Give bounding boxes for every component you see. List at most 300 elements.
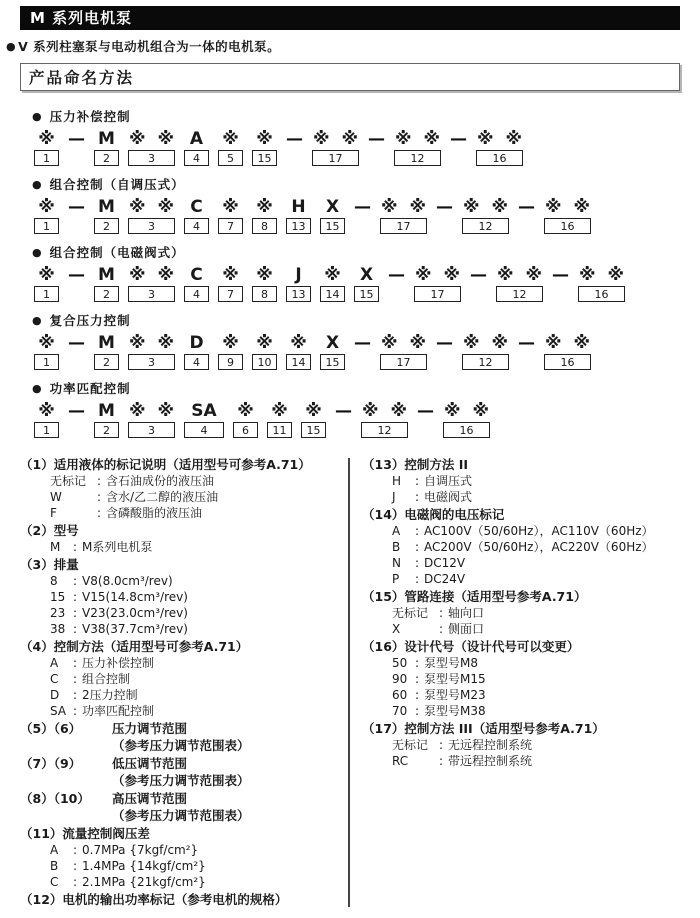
legend-item xyxy=(392,605,686,621)
legend-item-key: D xyxy=(50,688,60,702)
code-separator xyxy=(68,197,85,217)
dash-symbol: — xyxy=(436,333,453,353)
page-title-bar xyxy=(20,6,680,30)
code-symbol: M xyxy=(98,333,115,353)
code-symbol: ※ ※ xyxy=(545,197,590,217)
legend-item-colon: : xyxy=(73,540,78,554)
legend-section-heading xyxy=(362,456,686,473)
legend-item-colon: : xyxy=(73,875,78,889)
legend-item xyxy=(50,874,348,890)
legend-item-colon: : xyxy=(439,754,444,768)
legend-section xyxy=(20,456,348,521)
legend-item-value: 泵型号M23 xyxy=(424,688,486,702)
legend-item xyxy=(392,473,686,489)
legend-item-value: 含石油成份的液压油 xyxy=(106,474,215,488)
code-separator xyxy=(368,129,385,149)
legend-section xyxy=(362,638,686,719)
dash-symbol: — xyxy=(417,401,434,421)
code-token xyxy=(496,265,543,302)
field-number-box: 15 xyxy=(320,354,345,370)
code-symbol: ※ ※ xyxy=(395,129,440,149)
legend-section-heading xyxy=(362,638,686,655)
legend-section xyxy=(362,588,686,637)
page-title: M 系列电机泵 xyxy=(30,9,133,27)
legend-item xyxy=(392,671,686,687)
legend-item xyxy=(392,523,686,539)
legend-item xyxy=(392,753,686,769)
legend-item-colon: : xyxy=(439,622,444,636)
code-symbol: SA xyxy=(191,401,217,421)
legend-item xyxy=(50,703,348,719)
pattern-group xyxy=(30,313,700,370)
code-symbol: ※ xyxy=(38,333,55,353)
legend-item-colon: : xyxy=(415,474,420,488)
legend-section-heading xyxy=(20,755,348,772)
pattern-group xyxy=(30,381,700,438)
model-code-row xyxy=(34,129,700,166)
code-token xyxy=(267,401,292,438)
field-number-box: 2 xyxy=(94,218,119,234)
pattern-label xyxy=(32,313,700,329)
code-token xyxy=(128,265,175,302)
legend-section-subnote: （参考压力调节范围表） xyxy=(112,808,250,823)
code-token xyxy=(394,129,441,166)
legend-item-key: 60 xyxy=(392,688,408,702)
field-number-box: 3 xyxy=(128,422,175,438)
legend-item xyxy=(392,737,686,753)
code-token xyxy=(94,197,119,234)
code-token xyxy=(94,401,119,438)
code-symbol: C xyxy=(190,197,203,217)
legend-item-value: V15(14.8cm³/rev) xyxy=(82,590,188,604)
legend-item-value: 2.1MPa {21kgf/cm²} xyxy=(82,875,206,889)
field-number-box: 12 xyxy=(361,422,408,438)
legend-section-title: 控制方法（适用型号可参考A.71） xyxy=(53,639,249,654)
code-token xyxy=(34,265,59,302)
legend-item xyxy=(392,687,686,703)
legend-section xyxy=(20,755,348,789)
legend-item-key: 无标记 xyxy=(392,606,429,620)
dash-symbol: — xyxy=(286,129,303,149)
code-symbol: ※ ※ xyxy=(381,197,426,217)
code-symbol: ※ ※ xyxy=(129,401,174,421)
legend-item-value: 自调压式 xyxy=(424,474,473,488)
legend-item-colon: : xyxy=(97,506,102,520)
code-symbol: ※ ※ xyxy=(415,265,460,285)
legend-item-colon: : xyxy=(415,572,420,586)
legend-section-subnote: （参考压力调节范围表） xyxy=(112,738,250,753)
field-number-box: 7 xyxy=(218,218,243,234)
legend-item-colon: : xyxy=(73,859,78,873)
legend-item-value: 组合控制 xyxy=(82,672,131,686)
legend-item-value: 泵型号M15 xyxy=(424,672,486,686)
catalog-page xyxy=(0,6,700,918)
legend-item-value: 无远程控制系统 xyxy=(448,738,533,752)
legend-item-colon: : xyxy=(415,688,420,702)
field-number-box: 9 xyxy=(218,354,243,370)
legend-section xyxy=(362,720,686,769)
code-symbol: X xyxy=(325,197,340,217)
legend-item-key: 无标记 xyxy=(50,474,87,488)
legend-item-value: 含磷酸脂的液压油 xyxy=(106,506,203,520)
field-number-box: 1 xyxy=(34,286,59,302)
legend-item xyxy=(50,539,348,555)
code-token xyxy=(218,333,243,370)
legend-item-colon: : xyxy=(73,843,78,857)
legend-item-colon: : xyxy=(439,606,444,620)
code-token xyxy=(218,265,243,302)
legend-item-key: M xyxy=(50,540,61,554)
legend-item-value: 轴向口 xyxy=(448,606,485,620)
dash-symbol: — xyxy=(68,333,85,353)
code-separator xyxy=(335,401,352,421)
legend-section-title: 排量 xyxy=(53,557,79,572)
code-symbol: M xyxy=(98,265,115,285)
legend-item xyxy=(50,505,348,521)
code-symbol: ※ ※ xyxy=(579,265,624,285)
code-symbol: ※ xyxy=(256,197,273,217)
legend-item-colon: : xyxy=(73,574,78,588)
field-number-box: 1 xyxy=(34,422,59,438)
legend-section xyxy=(20,522,348,555)
field-number-box: 2 xyxy=(94,422,119,438)
dash-symbol: — xyxy=(335,401,352,421)
code-token xyxy=(128,333,175,370)
dash-symbol: — xyxy=(68,265,85,285)
code-token xyxy=(320,333,345,370)
legend-item-value: AC200V（50/60Hz），AC220V（60Hz） xyxy=(424,540,654,554)
code-token xyxy=(94,129,119,166)
page-subtitle-text: V 系列柱塞泵与电动机组合为一体的电机泵。 xyxy=(18,39,281,54)
field-number-box: 16 xyxy=(476,150,523,166)
code-symbol: ※ ※ xyxy=(362,401,407,421)
pattern-label-text: 组合控制（自调压式） xyxy=(49,177,185,192)
field-number-box: 6 xyxy=(233,422,258,438)
code-token xyxy=(128,129,175,166)
legend-item-key: 15 xyxy=(50,590,66,604)
legend-section-number: （2） xyxy=(20,523,54,538)
code-token xyxy=(218,129,243,166)
code-separator xyxy=(552,265,569,285)
pattern-label xyxy=(32,177,700,193)
pattern-label xyxy=(32,245,700,261)
legend-item-key: A xyxy=(50,656,59,670)
code-token xyxy=(286,265,311,302)
code-symbol: M xyxy=(98,401,115,421)
model-code-patterns xyxy=(30,109,700,438)
legend-section-title: 控制方法 III（适用型号参考A.71） xyxy=(404,721,605,736)
legend-item-key: 无标记 xyxy=(392,738,429,752)
legend-item-key: F xyxy=(50,506,57,520)
field-number-box: 4 xyxy=(184,286,209,302)
field-number-box: 13 xyxy=(286,218,311,234)
legend-item-value: 侧面口 xyxy=(448,622,485,636)
bullet-icon: ● xyxy=(32,246,43,259)
legend-section-number: （7）（9） xyxy=(20,756,82,771)
bullet-icon: ● xyxy=(6,40,17,53)
legend-item-colon: : xyxy=(415,656,420,670)
legend-section-title: 高压调节范围 xyxy=(112,791,188,806)
legend-item-colon: : xyxy=(415,524,420,538)
model-code-row xyxy=(34,401,700,438)
code-token xyxy=(94,265,119,302)
field-number-box: 12 xyxy=(462,218,509,234)
legend-section-number: （17） xyxy=(362,721,405,736)
legend-left-column xyxy=(20,456,348,909)
pattern-group xyxy=(30,177,700,234)
code-token xyxy=(34,129,59,166)
field-number-box: 5 xyxy=(218,150,243,166)
code-separator xyxy=(354,197,371,217)
code-separator xyxy=(518,197,535,217)
code-symbol: ※ ※ xyxy=(129,333,174,353)
legend-item-colon: : xyxy=(97,490,102,504)
code-symbol: ※ xyxy=(237,401,254,421)
dash-symbol: — xyxy=(354,333,371,353)
bullet-icon: ● xyxy=(32,110,43,123)
legend-item-key: SA xyxy=(50,704,67,718)
legend-item-key: B xyxy=(50,859,59,873)
field-number-box: 16 xyxy=(443,422,490,438)
field-number-box: 3 xyxy=(128,150,175,166)
legend-item-colon: : xyxy=(415,704,420,718)
dash-symbol: — xyxy=(388,265,405,285)
pattern-label-text: 组合控制（电磁阀式） xyxy=(49,245,185,260)
legend-section-title: 流量控制阀压差 xyxy=(62,826,150,841)
code-symbol: ※ ※ xyxy=(463,197,508,217)
code-symbol: ※ ※ xyxy=(477,129,522,149)
bullet-icon: ● xyxy=(32,314,43,327)
field-number-box: 16 xyxy=(544,354,591,370)
code-symbol: M xyxy=(98,129,115,149)
code-symbol: M xyxy=(98,197,115,217)
legend-item-value: 泵型号M38 xyxy=(424,704,486,718)
legend-section-title: 压力调节范围 xyxy=(112,721,188,736)
legend-item-value: 电磁阀式 xyxy=(424,490,473,504)
code-separator xyxy=(68,401,85,421)
field-number-box: 12 xyxy=(394,150,441,166)
legend-item-key: A xyxy=(392,524,401,538)
legend-item-value: 带远程控制系统 xyxy=(448,754,533,768)
legend-item-key: 90 xyxy=(392,672,408,686)
code-token xyxy=(544,333,591,370)
legend-section-title: 适用液体的标记说明（适用型号可参考A.71） xyxy=(53,457,311,472)
legend-item xyxy=(50,573,348,589)
code-token xyxy=(544,197,591,234)
dash-symbol: — xyxy=(68,197,85,217)
legend-section xyxy=(20,825,348,890)
legend-section xyxy=(20,556,348,637)
code-symbol: ※ ※ xyxy=(381,333,426,353)
legend-item-colon: : xyxy=(97,474,102,488)
code-token xyxy=(361,401,408,438)
legend-section-title: 电机的输出功率标记（参考电机的规格） xyxy=(62,892,288,907)
code-token xyxy=(414,265,461,302)
pattern-label xyxy=(32,109,700,125)
legend-section-number: （5）（6） xyxy=(20,721,82,736)
legend-right-column xyxy=(350,456,686,909)
legend-item-value: 含水/乙二醇的液压油 xyxy=(106,490,219,504)
field-number-box: 17 xyxy=(414,286,461,302)
legend-section-heading xyxy=(20,790,348,807)
code-symbol: ※ ※ xyxy=(129,265,174,285)
legend-item xyxy=(50,489,348,505)
legend-item-key: 50 xyxy=(392,656,408,670)
legend-item-colon: : xyxy=(73,606,78,620)
legend-item-colon: : xyxy=(73,704,78,718)
code-symbol: ※ xyxy=(256,265,273,285)
legend-section-heading xyxy=(20,891,348,908)
legend-item-value: 1.4MPa {14kgf/cm²} xyxy=(82,859,206,873)
field-number-box: 12 xyxy=(462,354,509,370)
code-symbol: ※ ※ xyxy=(463,333,508,353)
code-separator xyxy=(286,129,303,149)
code-symbol: ※ xyxy=(305,401,322,421)
legend-item-value: V23(23.0cm³/rev) xyxy=(82,606,188,620)
legend-item xyxy=(50,687,348,703)
field-number-box: 14 xyxy=(320,286,345,302)
dash-symbol: — xyxy=(518,333,535,353)
dash-symbol: — xyxy=(436,197,453,217)
page-subtitle xyxy=(6,37,700,55)
field-number-box: 2 xyxy=(94,150,119,166)
code-separator xyxy=(417,401,434,421)
pattern-label-text: 压力补偿控制 xyxy=(49,109,131,124)
legend-item-value: DC12V xyxy=(424,556,466,570)
pattern-label-text: 功率匹配控制 xyxy=(49,381,131,396)
code-token xyxy=(252,129,277,166)
field-number-box: 1 xyxy=(34,218,59,234)
field-number-box: 2 xyxy=(94,354,119,370)
code-separator xyxy=(436,333,453,353)
code-token xyxy=(94,333,119,370)
legend-item-colon: : xyxy=(415,490,420,504)
legend-section xyxy=(362,456,686,505)
code-token xyxy=(462,333,509,370)
legend-item-key: 23 xyxy=(50,606,66,620)
field-number-box: 1 xyxy=(34,354,59,370)
legend-section-heading xyxy=(20,825,348,842)
field-number-box: 15 xyxy=(354,286,379,302)
legend-item-colon: : xyxy=(415,540,420,554)
pattern-label xyxy=(32,381,700,397)
model-code-row xyxy=(34,265,700,302)
code-symbol: ※ xyxy=(256,333,273,353)
code-token xyxy=(476,129,523,166)
code-symbol: A xyxy=(189,129,204,149)
field-number-box: 8 xyxy=(252,218,277,234)
dash-symbol: — xyxy=(552,265,569,285)
legend-section-number: （8）（10） xyxy=(20,791,90,806)
code-separator xyxy=(450,129,467,149)
dash-symbol: — xyxy=(68,129,85,149)
code-symbol: ※ xyxy=(38,129,55,149)
legend-item xyxy=(50,655,348,671)
legend-section-heading xyxy=(20,456,348,473)
code-symbol: ※ ※ xyxy=(545,333,590,353)
code-symbol: ※ xyxy=(256,129,273,149)
code-token xyxy=(184,197,209,234)
field-number-box: 4 xyxy=(184,150,209,166)
field-number-box: 10 xyxy=(252,354,277,370)
field-number-box: 8 xyxy=(252,286,277,302)
legend-item-value: 2压力控制 xyxy=(82,688,138,702)
dash-symbol: — xyxy=(470,265,487,285)
legend-item-key: 8 xyxy=(50,574,58,588)
naming-method-title: 产品命名方法 xyxy=(29,69,135,87)
code-symbol: ※ ※ xyxy=(497,265,542,285)
pattern-group xyxy=(30,109,700,166)
legend-item-colon: : xyxy=(415,556,420,570)
legend-item xyxy=(392,489,686,505)
code-token xyxy=(320,197,345,234)
legend-item xyxy=(50,473,348,489)
field-number-box: 11 xyxy=(267,422,292,438)
code-separator xyxy=(436,197,453,217)
code-separator xyxy=(68,129,85,149)
code-token xyxy=(252,265,277,302)
code-token xyxy=(218,197,243,234)
legend-section-number: （15） xyxy=(362,589,405,604)
code-token xyxy=(34,197,59,234)
field-number-box: 3 xyxy=(128,286,175,302)
legend-item xyxy=(392,539,686,555)
dash-symbol: — xyxy=(354,197,371,217)
legend-section-number: （14） xyxy=(362,507,405,522)
code-symbol: ※ xyxy=(222,197,239,217)
legend-item-colon: : xyxy=(73,590,78,604)
legend-item xyxy=(50,858,348,874)
legend-item-colon: : xyxy=(73,672,78,686)
legend-section xyxy=(20,790,348,824)
code-symbol: ※ xyxy=(38,197,55,217)
legend-section-number: （12） xyxy=(20,892,63,907)
legend-item-key: W xyxy=(50,490,62,504)
code-symbol: H xyxy=(291,197,306,217)
field-number-box: 1 xyxy=(34,150,59,166)
legend-item-key: P xyxy=(392,572,400,586)
legend-item-value: 压力补偿控制 xyxy=(82,656,155,670)
legend-section-subnote: （参考压力调节范围表） xyxy=(112,773,250,788)
bullet-icon: ● xyxy=(32,382,43,395)
code-symbol: ※ xyxy=(324,265,341,285)
legend-section-title: 型号 xyxy=(53,523,79,538)
model-code-row xyxy=(34,333,700,370)
code-symbol: ※ xyxy=(38,401,55,421)
code-token xyxy=(34,333,59,370)
bullet-icon: ● xyxy=(32,178,43,191)
code-symbol: J xyxy=(295,265,302,285)
naming-method-heading-box xyxy=(20,63,680,91)
code-separator xyxy=(354,333,371,353)
field-number-box: 3 xyxy=(128,354,175,370)
code-token xyxy=(354,265,379,302)
legend-item-key: RC xyxy=(392,754,409,768)
code-token xyxy=(184,265,209,302)
legend-section-number: （4） xyxy=(20,639,54,654)
legend-item xyxy=(392,621,686,637)
code-symbol: ※ xyxy=(290,333,307,353)
legend-item-value: 泵型号M8 xyxy=(424,656,479,670)
legend-item xyxy=(50,605,348,621)
code-token xyxy=(380,333,427,370)
code-token xyxy=(443,401,490,438)
legend-item-value: V8(8.0cm³/rev) xyxy=(82,574,173,588)
field-number-box: 14 xyxy=(286,354,311,370)
legend-item-key: C xyxy=(50,672,59,686)
legend-item xyxy=(50,842,348,858)
code-symbol: ※ ※ xyxy=(129,197,174,217)
